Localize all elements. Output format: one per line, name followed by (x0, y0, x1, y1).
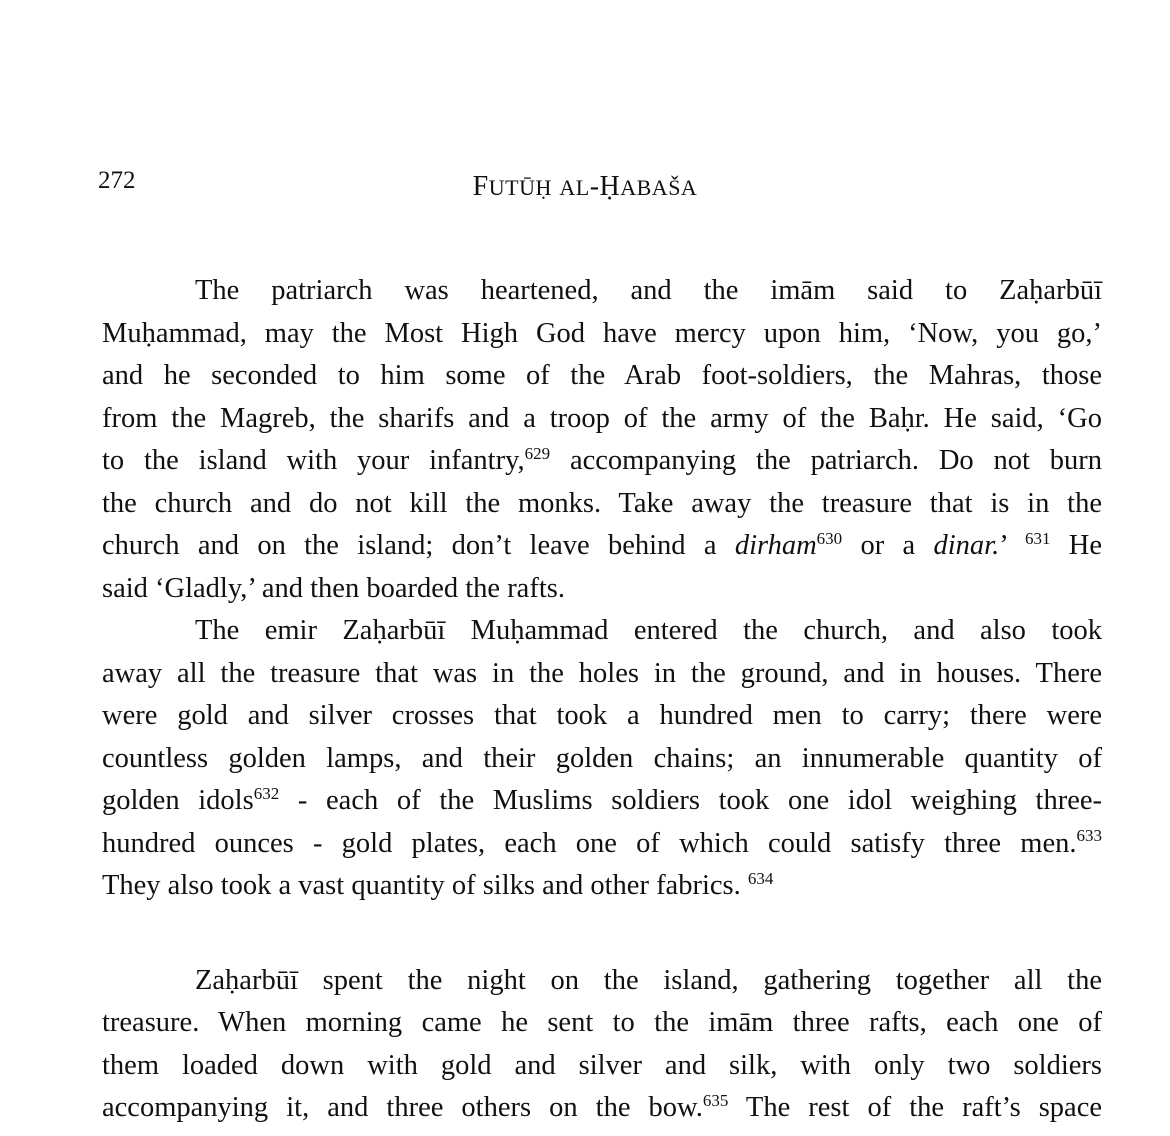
footnote-ref-635: 635 (702, 1090, 729, 1110)
text-run: He (1050, 530, 1103, 561)
text-run: accompanying the patriarch. Do not burn (550, 445, 1102, 476)
text-run: church and on the island; don’t leave behind a (102, 530, 735, 561)
text-run: The rest of the raft’s space (728, 1092, 1103, 1123)
text-line (102, 780, 1102, 823)
text-line (102, 440, 1102, 483)
text-line (102, 865, 1102, 908)
italic-term-dirham: dirham (734, 530, 817, 561)
page-number: 272 (98, 167, 136, 194)
text-run: hundred ounces - gold plates, each one of which could satisfy three men. (102, 827, 1077, 859)
footnote-ref-633: 633 (1076, 826, 1102, 845)
running-head-smallcaps-1: UTŪḤ (488, 175, 552, 200)
paragraph-1 (102, 270, 1102, 610)
text-line (102, 525, 1102, 568)
text-run: golden idols (102, 785, 254, 816)
text-line: treasure. When morning came he sent to the imām three rafts, each one of (102, 1007, 1102, 1038)
footnote-ref-630: 630 (816, 528, 843, 548)
running-head-dash: - (589, 171, 600, 202)
footnote-ref-634: 634 (747, 868, 774, 888)
text-line: were gold and silver crosses that took a hundred men to carry; there were (102, 700, 1102, 731)
text-run: accompanying it, and three others on the bow. (102, 1092, 703, 1123)
text-line: the church and do not kill the monks. Take away the treasure that is in the (102, 487, 1102, 519)
running-head-initial: F (472, 171, 489, 202)
text-line: The emir Zaḥarbūī Muḥammad entered the church, and also took (195, 615, 1102, 646)
footnote-ref-632: 632 (253, 783, 280, 803)
running-head-initial-2: Ḥ (599, 171, 621, 202)
running-head-smallcaps-2: AL (559, 175, 590, 200)
text-line: them loaded down with gold and silver and silk, with only two soldiers (102, 1049, 1102, 1081)
text-line: from the Magreb, the sharifs and a troop of the army of the Baḥr. He said, ‘Go (102, 402, 1102, 434)
body-text (102, 270, 1102, 1130)
text-line: Zaḥarbūī spent the night on the island, gathering together all the (195, 964, 1102, 996)
running-head-smallcaps-3: ABAŠA (620, 175, 698, 200)
text-line: countless golden lamps, and their golden chains; an innumerable quantity of (102, 742, 1102, 774)
text-run: to the island with your infantry, (102, 445, 525, 476)
text-run: - each of the Muslims soldiers took one idol weighing three- (279, 785, 1103, 816)
text-line (102, 1087, 1102, 1130)
paragraph-2 (102, 610, 1102, 908)
text-run: or a (842, 530, 934, 561)
paragraph-3 (102, 960, 1102, 1130)
text-line (102, 823, 1102, 866)
footnote-ref-629: 629 (524, 443, 551, 463)
running-head (0, 170, 1170, 205)
footnote-ref-631: 631 (1024, 528, 1051, 548)
text-line: Muḥammad, may the Most High God have mercy upon him, ‘Now, you go,’ (102, 317, 1102, 349)
text-line: said ‘Gladly,’ and then boarded the rafts. (102, 572, 565, 604)
text-run: ’ (999, 530, 1025, 561)
text-run: They also took a vast quantity of silks and other fabrics. (102, 870, 748, 901)
text-line: The patriarch was heartened, and the imām said to Zaḥarbūī (195, 275, 1102, 306)
text-line: and he seconded to him some of the Arab foot-soldiers, the Mahras, those (102, 360, 1102, 391)
text-line: away all the treasure that was in the holes in the ground, and in houses. There (102, 657, 1102, 689)
italic-term-dinar: dinar. (933, 530, 1000, 561)
paragraph-gap (102, 908, 1102, 960)
